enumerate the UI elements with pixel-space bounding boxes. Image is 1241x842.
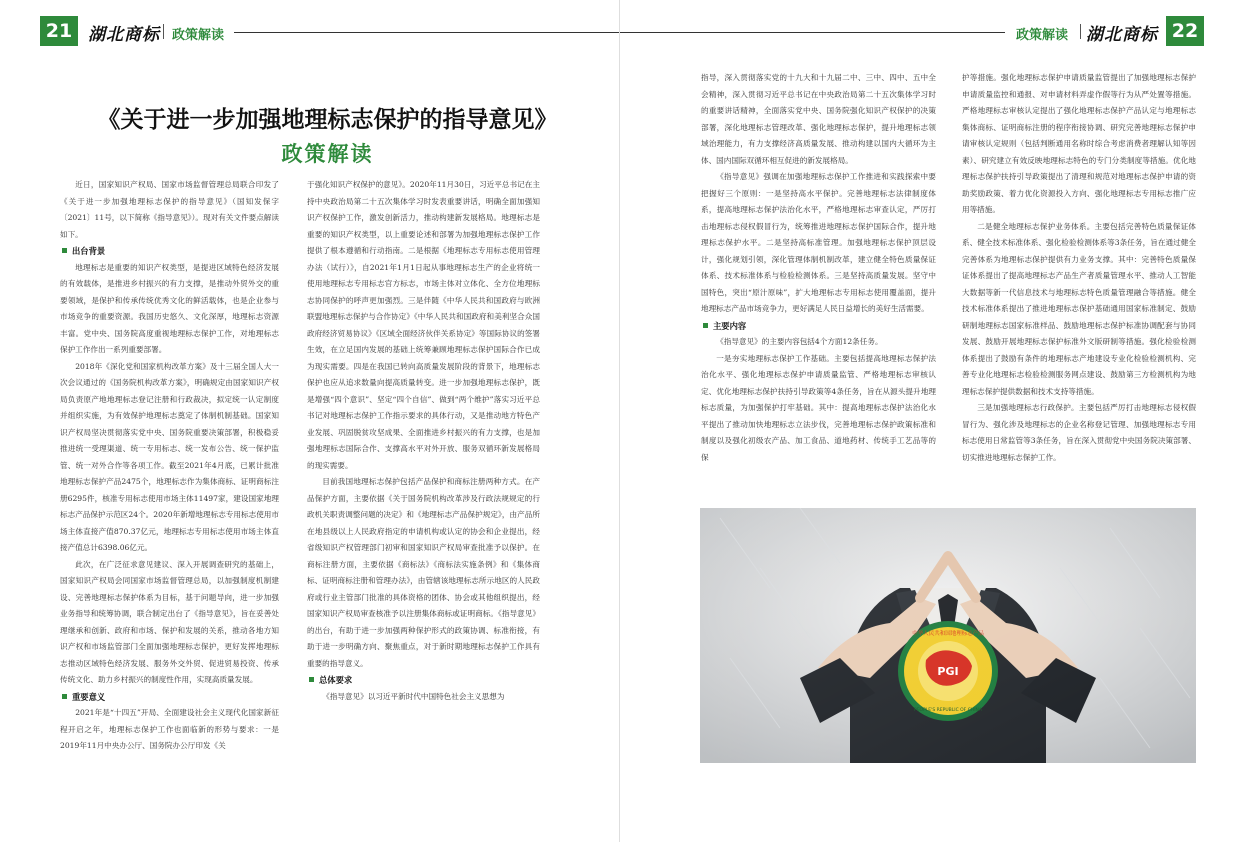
header-rule bbox=[234, 32, 619, 33]
paragraph: 护等措施。强化地理标志保护申请质量监管提出了加强地理标志保护申请质量监控和通报、对申请材料弄虚作假等行为从严处置等措施。严格地理标志审核认定提出了强化地理标志保护产品认定与地理标志集体商标、证明商标注册的程序衔接协调、研究完善地理标志保护申请审核认定规则（包括判断通用名称时综合考虑消费者理解认知等因素）、研究建立有效反映地理标志特色的专门分类制度等措施。优化地理标志保护扶持引导政策提出了清理和规范对地理标志保护申请的资助奖励政策、着力优化资源投入方向、强化地理标志专用标志推广应用等措施。 bbox=[962, 73, 1196, 214]
section-heading: 重要意义 bbox=[60, 689, 279, 706]
seal-top-text: 中华人民共和国地理标志产品 bbox=[912, 631, 984, 637]
section-label: 政策解读 bbox=[1016, 28, 1069, 43]
paragraph: 目前我国地理标志保护包括产品保护和商标注册两种方式。在产品保护方面，主要依据《关于国务院机构改革涉及行政法规规定的行政机关职责调整问题的决定》和《地理标志产品保护规定》，由产品所在地县级以上人民政府指定的申请机构或认定的协会和企业提出，经省级知识产权管理部门初审和国家知识产权局审查批准予以保护。在商标注册方面，主要依据《商标法》《商标法实施条例》和《集体商标、证明商标注册和管理办法》，由管辖该地理标志所示地区的人民政府或行业主管部门批准的具体资格的团体、协会或其他组织提出，经国家知识产权局审查核准予以注册集体商标或证明商标。《指导意见》的出台，有助于进一步加强两种保护形式的政策协调、标准衔接，有助于进一步明确方向、聚焦重点，对于新时期地理标志保护工作具有重要的指导意义。 bbox=[307, 477, 540, 668]
paragraph: 二是健全地理标志保护业务体系。主要包括完善特色质量保证体系、健全技术标准体系、强化检验检测体系等3条任务，旨在通过健全完善体系为地理标志保护提供有力业务支撑。其中：完善特色质量保证体系提出了提高地理标志产品生产者质量管理水平、推动人工智能大数据等新一代信息技术与地理标志特色质量管理融合等措施。健全技术标准体系提出了推进地理标志保护基础通用国家标准制定、鼓励研制地理标志国家标准样品、鼓励地理标志保护标准协调配套与协同发展、鼓励开展地理标志保护标准外文版研制等措施。强化检验检测体系提出了鼓励有条件的地理标志产地建设专业化检验检测机构、完善专业化地理标志检验检测服务网点建设、鼓励第三方检测机构为地理标志保护提供数据和技术支持等措施。 bbox=[962, 221, 1196, 396]
section-heading: 主要内容 bbox=[701, 318, 936, 335]
square-bullet-icon bbox=[703, 323, 708, 328]
article-subtitle: 政策解读 bbox=[281, 142, 374, 166]
section-label: 政策解读 bbox=[172, 28, 225, 43]
text-column-2 bbox=[307, 177, 540, 760]
paragraph: 《指导意见》以习近平新时代中国特色社会主义思想为 bbox=[322, 691, 505, 701]
text-column-4 bbox=[962, 70, 1196, 502]
section-heading: 总体要求 bbox=[307, 672, 540, 689]
section-heading: 出台背景 bbox=[60, 243, 279, 260]
paragraph: 《指导意见》强调在加强地理标志保护工作推进和实践探索中要把握好三个原则：一是坚持高水平保护。完善地理标志法律制度体系，提高地理标志保护法治化水平，严格地理标志审查认定，严厉打击地理标志侵权假冒行为，统筹推进地理标志保护国际合作，提升地理标志保护水平。二是坚持高标准管理。加强地理标志保护顶层设计，强化规划引领，深化管理体制机制改革，建立健全特色质量保证体系、技术标准体系与检验检测体系。三是坚持高质量发展。坚守中国特色，突出“原汁原味”，扩大地理标志专用标志使用覆盖面，提升地理标志产品市场竞争力，更好满足人民日益增长的美好生活需要。 bbox=[701, 172, 936, 313]
article-title: 《关于进一步加强地理标志保护的指导意见》 bbox=[97, 107, 558, 133]
paragraph: 2018年《深化党和国家机构改革方案》及十三届全国人大一次会议通过的《国务院机构改革方案》，明确规定由国家知识产权局负责原产地地理标志登记注册和行政裁决，拟定统一认定制度并组织实施，为有效保护地理标志奠定了体制机制基础。国家知识产权局坚决贯彻落实党中央、国务院重要决策部署，积极稳妥推进统一受理渠道、统一专用标志、统一发布公告、统一保护监管、统一对外合作等各项工作。截至2021年4月底，已累计批准地理标志保护产品2475个，地理标志作为集体商标、证明商标注册6295件，核准专用标志使用市场主体11497家，建设国家地理标志产品保护示范区24个。2020年新增地理标志专用标志使用市场主体直接产值870.37亿元，地理标志专用标志使用市场主体直接产值总计6398.06亿元。 bbox=[60, 361, 279, 552]
square-bullet-icon bbox=[62, 248, 67, 253]
page-number-right: 22 bbox=[1166, 16, 1204, 46]
header-separator bbox=[163, 24, 164, 39]
businessman-hands-seal-illustration bbox=[700, 508, 1196, 763]
square-bullet-icon bbox=[62, 694, 67, 699]
article-photo bbox=[700, 508, 1196, 763]
seal-bottom-text: PEOPLE'S REPUBLIC OF CHINA bbox=[913, 708, 983, 713]
paragraph: 2021年是“十四五”开局、全面建设社会主义现代化国家新征程开启之年，地理标志保护工作也面临新的形势与要求：一是2019年11月中央办公厅、国务院办公厅印发《关 bbox=[60, 708, 279, 750]
magazine-brand: 湖北商标 bbox=[1086, 25, 1158, 45]
header-separator bbox=[1080, 24, 1081, 39]
paragraph: 于强化知识产权保护的意见》。2020年11月30日，习近平总书记在主持中央政治局第二十五次集体学习时发表重要讲话，明确全面加强知识产权保护工作，激发创新活力，推动构建新发展格局。地理标志是重要的知识产权类型，以上重要论述和部署为加强地理标志保护工作提供了根本遵循和行动指南。二是根据《地理标志专用标志使用管理办法（试行）》，自2021年1月1日起从事地理标志生产的企业将统一使用地理标志专用标志官方标志，市场主体对立体化、全方位地理标志协同保护的呼声更加强烈。三是伴随《中华人民共和国政府与欧洲联盟地理标志保护与合作协定》《中华人民共和国政府和美利坚合众国政府经济贸易协议》《区域全面经济伙伴关系协定》等国际协议的签署生效，在立足国内发展的基础上统筹兼顾地理标志保护国际合作已成为现实需要。四是在我国已转向高质量发展阶段的背景下，地理标志保护也应从追求数量向提高质量转变。进一步加强地理标志保护，既是增强“四个意识”、坚定“四个自信”、做到“两个维护”落实习近平总书记对地理标志保护工作指示要求的具体行动，又是推动地方特色产业发展、巩固脱贫攻坚成果、全面推进乡村振兴的有力支撑，也是加强地理标志国际合作、支撑高水平对外开放、服务双循环新发展格局的现实需要。 bbox=[307, 180, 540, 470]
paragraph: 近日，国家知识产权局、国家市场监督管理总局联合印发了《关于进一步加强地理标志保护的指导意见》（国知发保字〔2021〕11号，以下简称《指导意见》）。现对有关文件要点解读如下。 bbox=[60, 180, 279, 239]
text-column-1 bbox=[60, 177, 279, 760]
text-column-3 bbox=[701, 70, 936, 502]
square-bullet-icon bbox=[309, 677, 314, 682]
paragraph: 此次，在广泛征求意见建议、深入开展调查研究的基础上，国家知识产权局会同国家市场监督管理总局，以加强制度机制建设、完善地理标志保护体系为目标，基于问题导向，进一步加强业务指导和统筹协调，联合制定出台了《指导意见》，旨在妥善处理继承和创新、政府和市场、保护和发展的关系，推动各地方知识产权和市场监管部门全面加强地理标志保护，更好发挥地理标志推动区域特色经济发展、服务外交外贸、促进贸易投资、传承传统文化、助力乡村振兴的制度性作用，实现高质量发展。 bbox=[60, 559, 279, 684]
paragraph: 地理标志是重要的知识产权类型，是提进区域特色经济发展的有效载体，是推进乡村振兴的有力支撑，是推动外贸外交的重要领域，是保护和传承传统优秀文化的鲜活载体，也是企业参与市场竞争的重要资源。我国历史悠久、文化深厚，地理标志资源丰富。党中央、国务院高度重视地理标志保护工作，对地理标志保护工作作出一系列重要部署。 bbox=[60, 262, 279, 354]
left-page bbox=[0, 0, 620, 842]
magazine-brand: 湖北商标 bbox=[88, 25, 160, 45]
paragraph: 《指导意见》的主要内容包括4个方面12条任务。 bbox=[716, 337, 883, 346]
paragraph: 指导，深入贯彻落实党的十九大和十九届二中、三中、四中、五中全会精神，深入贯彻习近平总书记在中央政治局第二十五次集体学习时的重要讲话精神，全面落实党中央、国务院强化知识产权保护的决策部署，深化地理标志管理改革、强化地理标志保护，提升地理标志领域治理能力，有力支撑经济高质量发展、推动构建以国内大循环为主体、国内国际双循环相互促进的新发展格局。 bbox=[701, 73, 936, 165]
paragraph: 三是加强地理标志行政保护。主要包括严厉打击地理标志侵权假冒行为、强化涉及地理标志的企业名称登记管理、加强地理标志专用标志使用日常监管等3条任务，旨在深入贯彻党中央国务院决策部署、切实推进地理标志保护工作。 bbox=[962, 403, 1196, 462]
header-rule bbox=[620, 32, 1005, 33]
paragraph: 一是夯实地理标志保护工作基础。主要包括提高地理标志保护法治化水平、强化地理标志保护申请质量监管、严格地理标志审核认定、优化地理标志保护扶持引导政策等4条任务，旨在从源头提升地理标志质量，为加强保护打牢基础。其中：提高地理标志保护法治化水平提出了推动加快地理标志立法步伐，完善地理标志保护政策标准和制度以及强化初级农产品、加工食品、道地药材、传统手工艺品等的保 bbox=[701, 353, 936, 462]
seal-center-label: PGI bbox=[937, 665, 959, 678]
page-number-left: 21 bbox=[40, 16, 78, 46]
